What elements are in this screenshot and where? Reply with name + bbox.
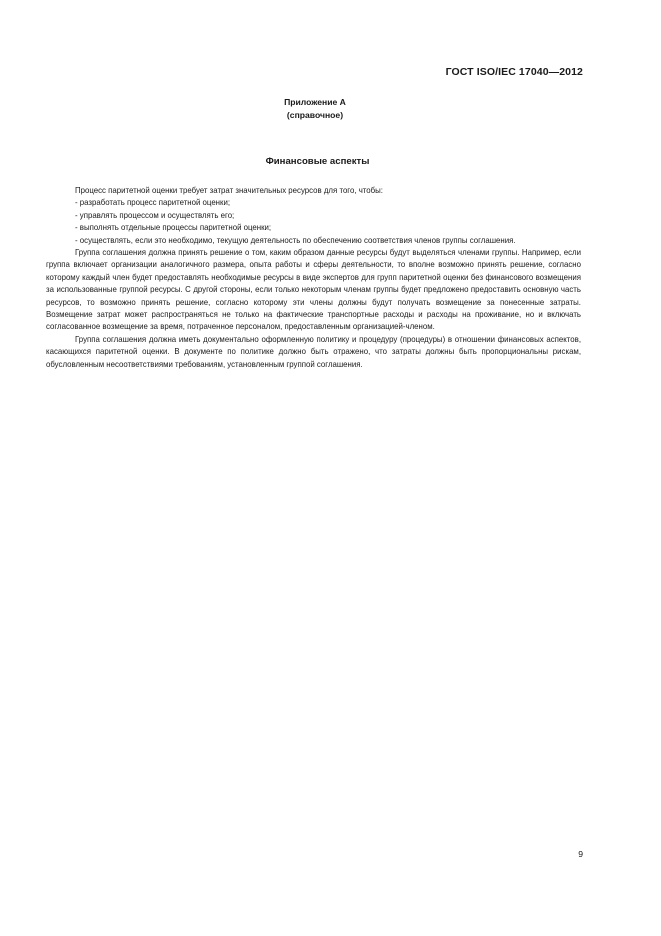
page-number: 9 — [578, 849, 583, 859]
document-code: ГОСТ ISO/IEC 17040—2012 — [445, 66, 583, 78]
paragraph-intro: Процесс паритетной оценки требует затрат значительных ресурсов для того, чтобы: — [75, 186, 383, 195]
annex-title: Приложение А — [284, 97, 346, 107]
list-item-manage: - управлять процессом и осуществлять его; — [75, 210, 235, 220]
annex-heading — [0, 96, 630, 121]
paragraph-policy: Группа соглашения должна иметь документально оформленную политику и процедуру (процедуры) в отношении финансовых аспектов, касающихся паритетной оценки. В документе по политике должно быть отражено, что затраты должны быть пропорциональны рискам, обусловленным несоответствиями требованиям, установленным группой соглашения. — [46, 334, 581, 369]
list-item-perform: - выполнять отдельные процессы паритетной оценки; — [75, 223, 272, 233]
annex-subtitle: (справочное) — [286, 109, 344, 120]
paragraph-resources: Группа соглашения должна принять решение о том, каким образом данные ресурсы будут выделяться членами группы. Например, если группа включает организации аналогичного размера, опыта работы и сферы деятельности, то вполне возможно принять решение, согласно которому каждый член будет предоставлять необходимые ресурсы в виде экспертов для групп паритетной оценки без финансового возмещения за использованные группой ресурсы. С другой стороны, если только некоторым членам группы будет предложено предоставить основную часть ресурсов, то возможно принять решение, согласно которому эти члены должны будут получать возмещение за понесенные затраты. Возмещение затрат может распространяться не только на фактические транспортные расходы и расходы на проживание, но и включать согласованное возмещение за время, потраченное персоналом, предоставленным организацией-членом. — [46, 248, 581, 332]
list-item-develop: - разработать процесс паритетной оценки; — [75, 198, 231, 208]
section-title: Финансовые аспекты — [265, 156, 370, 167]
list-item-ongoing: - осуществлять, если это необходимо, текущую деятельность по обеспечению соответствия членов группы соглашения. — [75, 235, 516, 245]
body-text — [46, 185, 581, 371]
